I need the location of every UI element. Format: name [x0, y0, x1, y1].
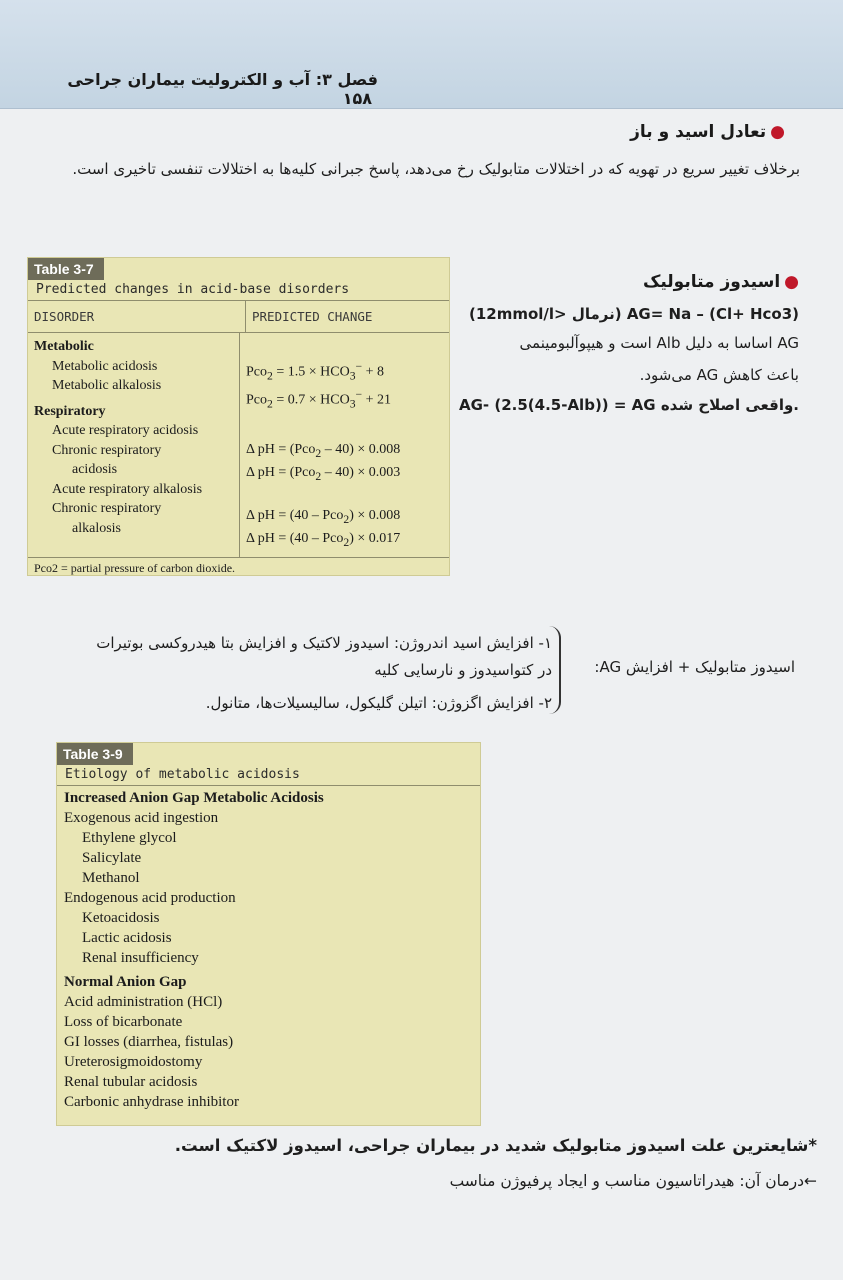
formula-acute-resp-acidosis: Δ pH = (Pco$_2$ – 40) × 0.008 — [246, 441, 401, 460]
anion-gap-formula: (12mmol/l> نرمال) AG= Na – (Cl+ Hco3) — [468, 305, 799, 323]
table-row: Ureterosigmoidostomy — [64, 1054, 203, 1070]
row-chronic-resp-acidosis-cont: acidosis — [72, 462, 118, 477]
row-chronic-resp-alkalosis: Chronic respiratory — [52, 501, 162, 516]
table-caption: Predicted changes in acid-base disorders — [28, 280, 449, 301]
section-title-acid-base: ●تعادل اسید و باز — [630, 122, 785, 142]
table-row: Methanol — [82, 870, 140, 886]
predicted-change-column — [240, 333, 406, 557]
group-metabolic: Metabolic — [34, 339, 94, 354]
table-3-9 — [56, 742, 481, 1126]
bullet-icon: ● — [770, 122, 785, 142]
lactic-acidosis-note: *شایعترین علت اسیدوز متابولیک شدید در بیماران جراحی، اسیدوز لاکتیک است. — [174, 1136, 817, 1155]
table-row: Renal tubular acidosis — [64, 1074, 198, 1090]
albumin-note-line1: AG اساسا به دلیل Alb است و هیپوآلبومینمی — [519, 334, 799, 352]
formula-chronic-resp-alkalosis: Δ pH = (40 – Pco$_2$) × 0.017 — [246, 531, 401, 550]
table-row: Ethylene glycol — [82, 830, 177, 846]
table-label: Table 3-7 — [28, 258, 104, 280]
albumin-note-line2: باعث کاهش AG می‌شود. — [639, 366, 799, 384]
page-header — [0, 0, 843, 109]
table-header-row — [28, 301, 449, 333]
table-row: Carbonic anhydrase inhibitor — [64, 1094, 239, 1110]
table-group-heading: Normal Anion Gap — [64, 974, 187, 990]
table-row: Renal insufficiency — [82, 950, 199, 966]
bullet-icon: ● — [784, 272, 799, 292]
table-row: GI losses (diarrhea, fistulas) — [64, 1034, 234, 1050]
table-row: Acid administration (HCl) — [64, 994, 223, 1010]
table-row: Ketoacidosis — [82, 910, 160, 926]
formula-chronic-resp-acidosis: Δ pH = (Pco$_2$ – 40) × 0.003 — [246, 465, 401, 483]
column-header-disorder: DISORDER — [28, 301, 246, 332]
table-rows — [57, 786, 480, 1112]
row-metabolic-acidosis: Metabolic acidosis — [52, 358, 158, 374]
row-acute-resp-alkalosis: Acute respiratory alkalosis — [52, 481, 203, 497]
table-3-7 — [27, 257, 450, 576]
acid-base-paragraph: برخلاف تغییر سریع در تهویه که در اختلالات متابولیک رخ می‌دهد، پاسخ جبرانی کلیه‌ها به اختلالات تنفسی تاخیری است. — [72, 160, 800, 178]
table-row: Loss of bicarbonate — [64, 1014, 183, 1030]
page-number: ۱۵۸ — [342, 89, 372, 108]
column-header-predicted-change: PREDICTED CHANGE — [252, 309, 373, 324]
table-group-heading: Increased Anion Gap Metabolic Acidosis — [64, 790, 324, 806]
row-metabolic-alkalosis: Metabolic alkalosis — [52, 378, 162, 393]
group-respiratory: Respiratory — [34, 403, 106, 419]
corrected-ag-formula: AG- (2.5(4.5-Alb)) = AG واقعی اصلاح شده. — [459, 396, 799, 414]
high-ag-item-2: ۲- افزایش اگزوژن: اتیلن گلیکول، سالیسیلات‌ها، متانول. — [205, 694, 552, 712]
row-chronic-resp-alkalosis-cont: alkalosis — [72, 520, 121, 536]
table-row: Lactic acidosis — [82, 930, 172, 946]
disorder-column — [28, 333, 240, 557]
formula-acute-resp-alkalosis: Δ pH = (40 – Pco$_2$) × 0.008 — [246, 508, 401, 526]
table-row: Salicylate — [82, 850, 142, 866]
running-head — [38, 70, 378, 108]
row-acute-resp-acidosis: Acute respiratory acidosis — [52, 423, 199, 438]
treatment-note: ←درمان آن: هیدراتاسیون مناسب و ایجاد پرفیوژن مناسب — [449, 1172, 817, 1190]
high-ag-item-1: ۱- افزایش اسید اندروژن: اسیدوز لاکتیک و افزایش بتا هیدروکسی بوتیرات — [96, 634, 552, 652]
table-label: Table 3-9 — [57, 743, 133, 765]
table-footnote: Pco2 = partial pressure of carbon dioxide. — [28, 557, 449, 579]
table-row: Endogenous acid production — [64, 890, 236, 906]
high-ag-item-1-cont: در کتواسیدوز و نارسایی کلیه — [374, 661, 552, 679]
formula-metabolic-acidosis: $Pco_2 = 1.5 \times HCO_3^- + 8$ — [246, 359, 384, 382]
formula-metabolic-alkalosis: $Pco_2 = 0.7 \times HCO_3^- + 21$ — [246, 388, 391, 411]
row-chronic-resp-acidosis: Chronic respiratory — [52, 442, 162, 458]
table-body — [28, 333, 449, 557]
table-row: Exogenous acid ingestion — [64, 810, 219, 826]
section-title-metabolic-acidosis: ●اسیدوز متابولیک — [642, 272, 799, 292]
chapter-title: فصل ۳: آب و الکترولیت بیماران جراحی — [67, 70, 378, 89]
high-ag-label: اسیدوز متابولیک + افزایش AG: — [594, 658, 795, 676]
table-caption: Etiology of metabolic acidosis — [57, 765, 480, 786]
